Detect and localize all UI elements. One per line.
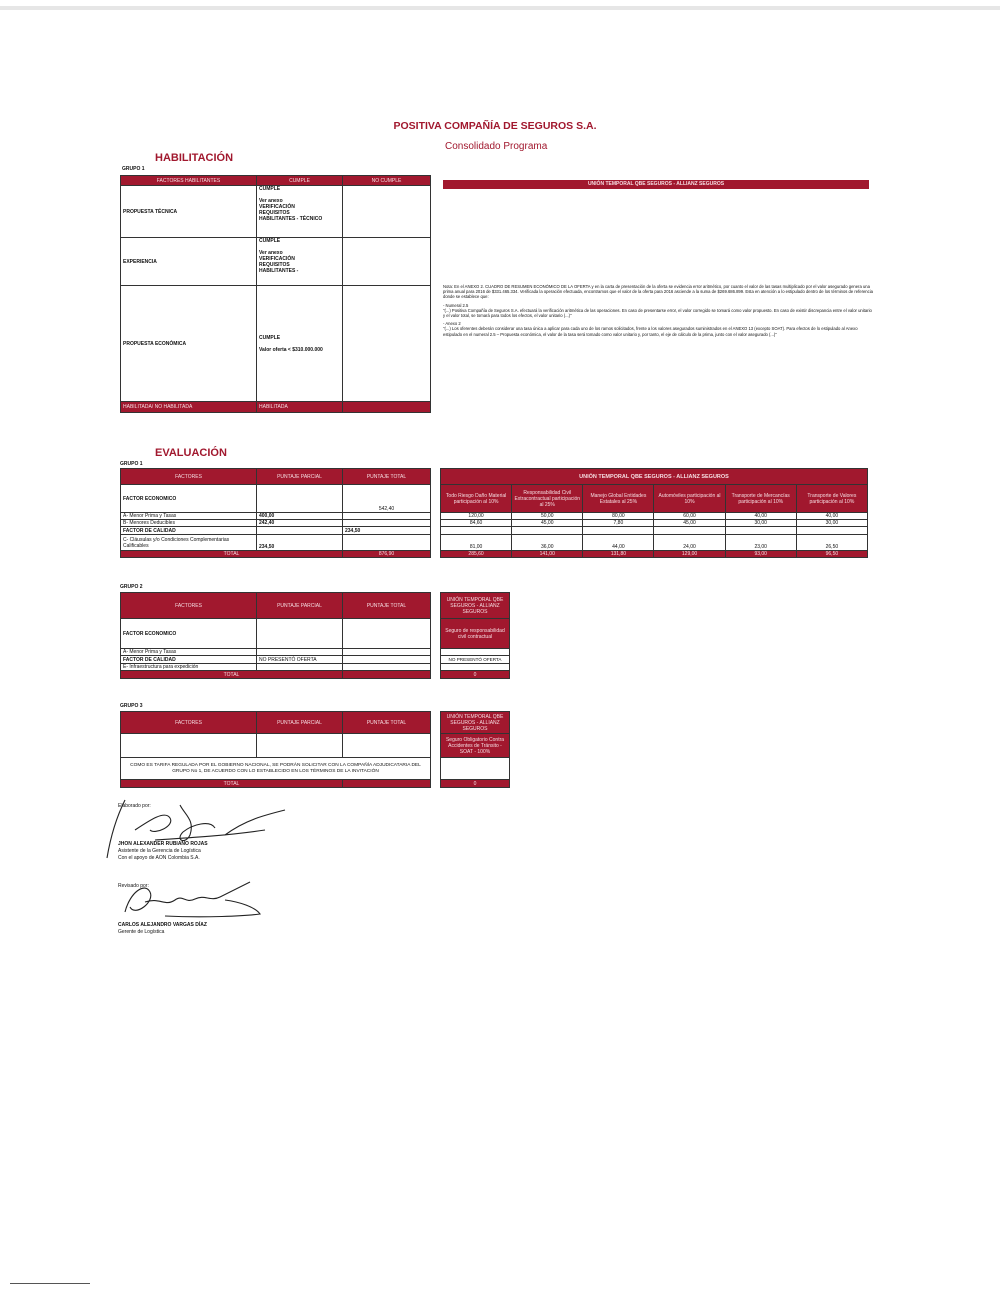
grupo1-parcial: 234,50 [257,535,343,551]
table-row [441,527,868,535]
grupo2-factor: FACTOR ECONOMICO [121,619,257,649]
habilitacion-footer-empty [343,402,431,413]
table-row [121,734,431,758]
habilitacion-footer-value: HABILITADA [257,402,343,413]
scan-edge-top [0,6,1000,10]
grupo2-total [343,619,431,649]
grupo2-factor: FACTOR DE CALIDAD [121,656,257,664]
revisado-por-label: Revisado por: [118,883,149,889]
grupo1-ramo-value: 30,00 [725,520,796,527]
grupo3-header-parcial: PUNTAJE PARCIAL [257,712,343,734]
note-paragraph: Nota: En el ANEXO 2. CUADRO DE RESUMEN ECONÓMICO DE LA OFERTA y en la carta de presentación de la oferta se evidencia error aritmético, por cuanto el valor de las tasas multiplicado por el valor asegurado genera una prima anual para 2016 de $331.465.334. Verificada la operación efectuada, encontramos que el valor de la oferta para 2016 asciende a la suma de $269.686.899. Esta en atención a lo estipulado dentro de los términos de referencia donde se establece que: [443,284,873,300]
grupo1-factor: C- Cláusulas y/o Condiciones Complementarias Calificables [121,535,257,551]
table-row [121,513,431,520]
grupo2-factor: E- Infraestructura para expedición [121,664,257,671]
grupo1-factor: A- Menor Prima y Tasas [121,513,257,520]
table-row [121,535,431,551]
grupo2-header-total: PUNTAJE TOTAL [343,593,431,619]
grupo2-total-label: TOTAL [121,671,343,679]
grupo1-total-value: 876,90 [343,551,431,558]
grupo2-parcial: NO PRESENTÓ OFERTA [257,656,343,664]
grupo1-ramo-value: 26,50 [796,535,867,551]
grupo1-ramo-header: Manejo Global Entidades Estatales al 25% [583,485,654,513]
habilitacion-header-no-cumple: NO CUMPLE [343,176,431,186]
grupo1-label: GRUPO 1 [120,461,143,467]
grupo3-header-factores: FACTORES [121,712,257,734]
grupo2-no-oferta: NO PRESENTÓ OFERTA [441,656,510,664]
grupo1-ramo-total: 285,60 [441,551,512,558]
habilitacion-no-cumple-cell [343,238,431,286]
grupo1-bidder-table [440,468,868,558]
grupo3-label: GRUPO 3 [120,703,143,709]
signature-role-rubiano: Asistente de la Gerencia de Logística [118,848,201,854]
grupo1-ramo-value: 23,00 [725,535,796,551]
grupo3-table [120,711,431,788]
grupo3-note: COMO ES TARIFA REGULADA POR EL GOBIERNO NACIONAL, SE PODRÁN SOLICITAR CON LA COMPAÑÍA ADJUDICATARIA DEL GRUPO No 1, DE ACUERDO CON LO ESTABLECIDO EN LOS TÉRMINOS DE LA INVITACIÓN [121,758,431,780]
grupo1-ramo-value: 30,00 [796,520,867,527]
grupo1-ramo-header: Transporte de Mercancías participación al 10% [725,485,796,513]
grupo3-empty-cell [441,758,510,780]
grupo3-total-empty [343,780,431,788]
grupo1-total-label: TOTAL [121,551,343,558]
grupo1-ramo-value: 50,00 [512,513,583,520]
grupo2-factor: A- Menor Prima y Tasas [121,649,257,656]
grupo2-parcial [257,649,343,656]
signature-vargas-icon [105,872,265,922]
grupo2-label: GRUPO 2 [120,584,143,590]
grupo2-header-parcial: PUNTAJE PARCIAL [257,593,343,619]
habilitacion-header-cumple: CUMPLE [257,176,343,186]
habilitacion-table [120,175,431,413]
grupo2-total [343,649,431,656]
table-row [121,485,431,513]
grupo1-factor: B- Menores Deducibles [121,520,257,527]
signature-support-rubiano: Con el apoyo de AON Colombia S.A. [118,855,200,861]
table-row [121,527,431,535]
grupo2-total [343,664,431,671]
grupo1-ramo-value: 44,00 [583,535,654,551]
habilitacion-no-cumple-cell [343,186,431,238]
table-row [121,758,431,780]
table-row [121,664,431,671]
grupo3-bidder-header: UNIÓN TEMPORAL QBE SEGUROS - ALLIANZ SEGUROS [441,712,510,734]
grupo1-ramo-total: 96,50 [796,551,867,558]
grupo1-total [343,520,431,527]
grupo1-ramo-total: 131,80 [583,551,654,558]
grupo1-ramo-value: 45,00 [654,520,725,527]
table-row [121,656,431,664]
table-row [121,186,431,238]
grupo3-bidder-total: 0 [441,780,510,788]
evaluacion-heading: EVALUACIÓN [155,447,227,459]
grupo2-header-factores: FACTORES [121,593,257,619]
grupo2-bidder-header: UNIÓN TEMPORAL QBE SEGUROS - ALLIANZ SEGUROS [441,593,510,619]
table-row [441,535,868,551]
grupo1-total [343,535,431,551]
grupo3-header-total: PUNTAJE TOTAL [343,712,431,734]
grupo1-ramo-value: 45,00 [512,520,583,527]
grupo1-header-factores: FACTORES [121,469,257,485]
grupo1-parcial [257,485,343,513]
habilitacion-note [443,284,873,340]
grupo3-total-label: TOTAL [121,780,343,788]
grupo1-bidder-header: UNIÓN TEMPORAL QBE SEGUROS - ALLIANZ SEGUROS [441,469,868,485]
grupo1-ramo-value: 120,00 [441,513,512,520]
signature-name-rubiano: JHON ALEXANDER RUBIANO ROJAS [118,841,208,847]
habilitacion-bidder-header: UNIÓN TEMPORAL QBE SEGUROS - ALLIANZ SEGUROS [443,180,869,189]
grupo2-total-empty [343,671,431,679]
habilitacion-cumple-tecnica: CUMPLE Ver anexo VERIFICACIÓN REQUISITOS HABILITANTES - TÉCNICO [257,186,343,238]
grupo1-ramo-value: 81,00 [441,535,512,551]
grupo1-ramo-header: Todo Riesgo Daño Material participación al 10% [441,485,512,513]
grupo1-ramo-header: Responsabilidad Civil Extracontractual participación al 25% [512,485,583,513]
grupo1-ramo-value: 40,00 [796,513,867,520]
habilitacion-factor-economica: PROPUESTA ECONÓMICA [121,286,257,402]
habilitacion-no-cumple-cell [343,286,431,402]
grupo1-header-parcial: PUNTAJE PARCIAL [257,469,343,485]
grupo2-parcial [257,664,343,671]
grupo1-parcial: 242,40 [257,520,343,527]
grupo1-ramo-header: Automóviles participación al 10% [654,485,725,513]
habilitacion-group-label: GRUPO 1 [122,166,145,172]
grupo1-table [120,468,431,558]
grupo1-ramo-value: 80,00 [583,513,654,520]
elaborado-por-label: Elaborado por: [118,803,151,809]
grupo3-bidder-table [440,711,510,788]
grupo1-ramo-value: 60,00 [654,513,725,520]
grupo1-total: 542,40 [343,485,431,513]
grupo1-factor: FACTOR ECONOMICO [121,485,257,513]
table-row [441,520,868,527]
habilitacion-factor-experiencia: EXPERIENCIA [121,238,257,286]
document-title: POSITIVA COMPAÑÍA DE SEGUROS S.A. [393,120,597,132]
signature-role-vargas: Gerente de Logística [118,929,165,935]
habilitacion-header-factor: FACTORES HABILITANTES [121,176,257,186]
grupo1-ramo-value: 84,60 [441,520,512,527]
grupo1-total [343,513,431,520]
grupo1-ramo-value: 7,80 [583,520,654,527]
habilitacion-factor-tecnica: PROPUESTA TÉCNICA [121,186,257,238]
grupo1-parcial: 400,00 [257,513,343,520]
grupo2-table [120,592,431,679]
habilitacion-heading: HABILITACIÓN [155,152,234,164]
habilitacion-cumple-economica: CUMPLE Valor oferta < $310.000.000 [257,286,343,402]
grupo2-parcial [257,619,343,649]
grupo1-ramo-header: Transporte de Valores participación al 10% [796,485,867,513]
grupo2-empty-cell [441,649,510,656]
note-paragraph: - Anexo 2 "(...) Los oferentes deberán considerar una tasa única a aplicar para cada uno de los ramos solicitados, frente a los valores asegurados suministrados en el ANEXO 13 (excepto SOAT). Para efectos de lo estipulado al Anexo estipulado en el numeral 2.5 – Propuesta económica, el valor de la tasa será tomado como valor unitario y, por tanto, el eje de cálculo de la prima, junto con el valor asegurado (...)" [443,321,858,337]
grupo2-ramo-header: Seguro de responsabilidad civil contractual [441,619,510,649]
signature-name-vargas: CARLOS ALEJANDRO VARGAS DÍAZ [118,922,207,928]
habilitacion-cumple-experiencia: CUMPLE Ver anexo VERIFICACIÓN REQUISITOS HABILITANTES - [257,238,343,286]
grupo1-ramo-total: 93,00 [725,551,796,558]
grupo2-bidder-table [440,592,510,679]
grupo2-total [343,656,431,664]
grupo1-parcial [257,527,343,535]
grupo1-ramo-total: 141,00 [512,551,583,558]
grupo1-total: 234,50 [343,527,431,535]
grupo1-header-total: PUNTAJE TOTAL [343,469,431,485]
scan-edge-bottom [10,1283,90,1284]
table-row [121,286,431,402]
grupo1-ramo-value: 40,00 [725,513,796,520]
grupo2-empty-cell [441,664,510,671]
grupo3-ramo-header: Seguro Obligatorio Contra Accidentes de Tránsito - SOAT - 100% [441,734,510,758]
table-row [121,619,431,649]
grupo1-ramo-total: 129,00 [654,551,725,558]
grupo1-ramo-value: 24,00 [654,535,725,551]
table-row [121,520,431,527]
table-row [441,513,868,520]
grupo2-bidder-total: 0 [441,671,510,679]
table-row [121,238,431,286]
habilitacion-footer-label: HABILITADA/ NO HABILITADA [121,402,257,413]
grupo1-ramo-value: 36,00 [512,535,583,551]
note-paragraph: - Numeral 2.5 "(...) Positiva Compañía de Seguros S.A. efectuará la verificación aritmética de las operaciones. En caso de presentarse error, el valor corregido se tomará como valor propuesto. En caso de existir discrepancia entre el valor unitario y el valor total, se tomará para todos los efectos, el valor unitario (...)" [443,302,872,319]
grupo1-factor: FACTOR DE CALIDAD [121,527,257,535]
document-subtitle: Consolidado Programa [445,141,548,152]
table-row [121,649,431,656]
